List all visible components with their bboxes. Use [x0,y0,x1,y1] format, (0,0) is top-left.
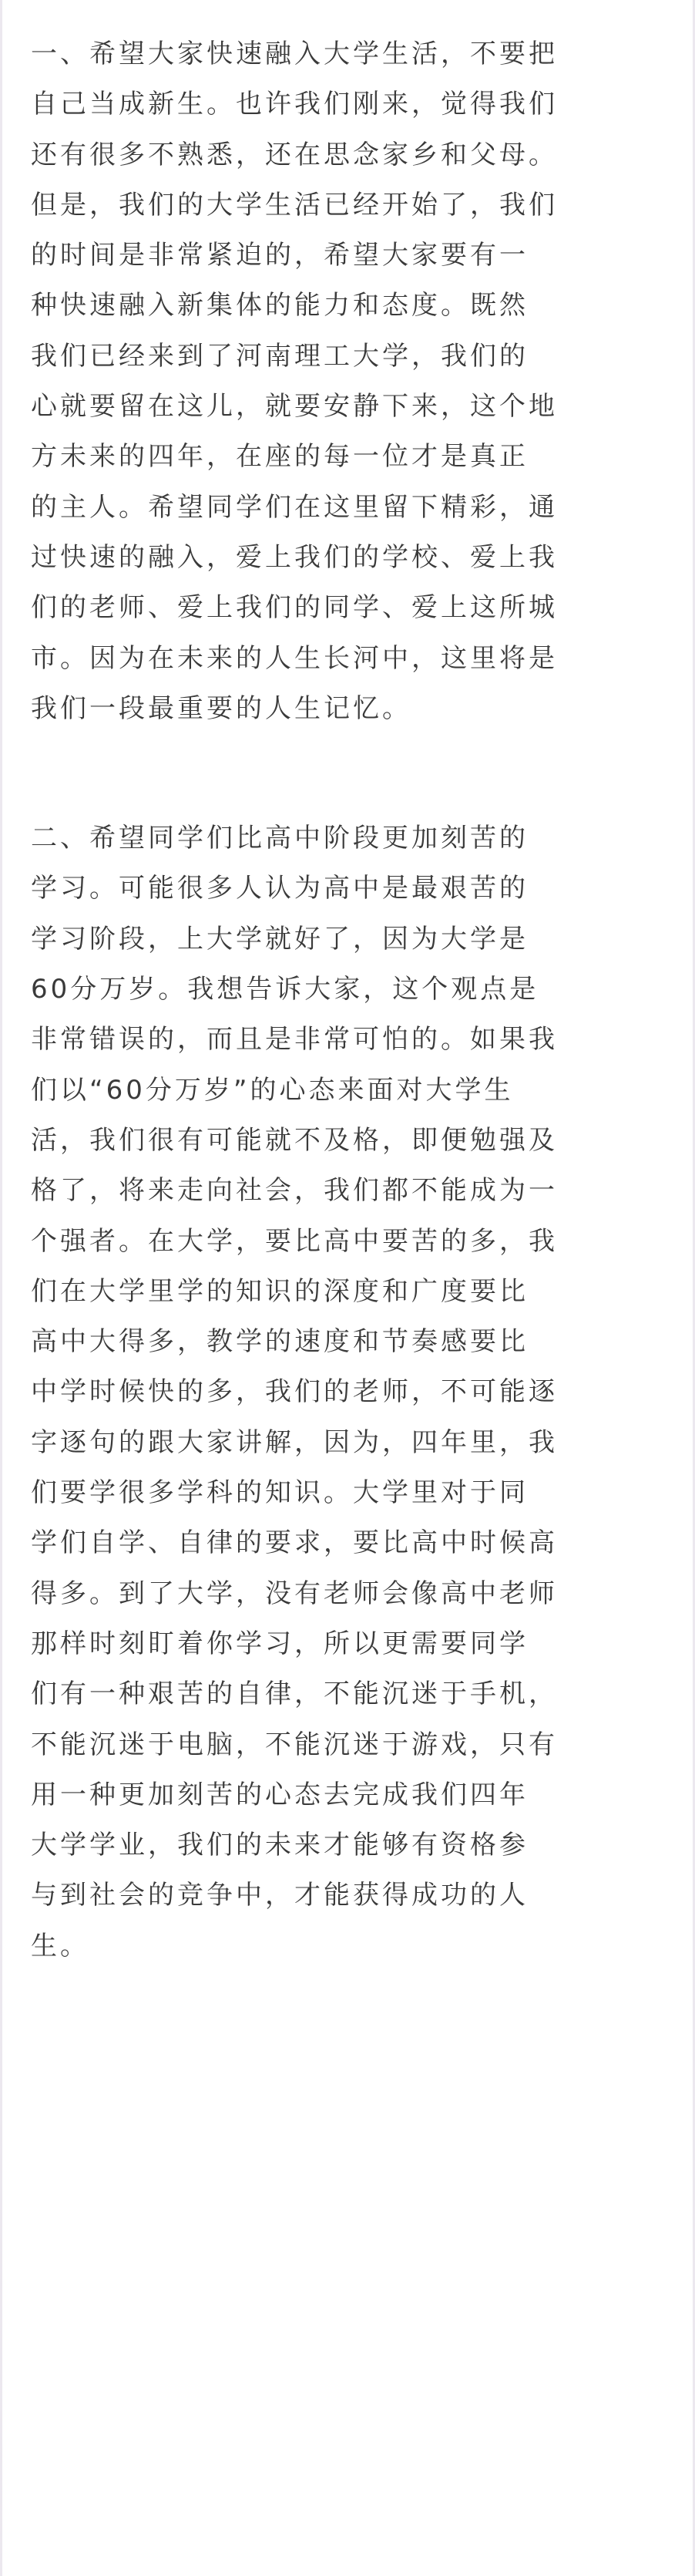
text-line: 二、希望同学们比高中阶段更加刻苦的 [31,823,529,854]
text-line: 但是，我们的大学生活已经开始了，我们 [31,189,558,221]
text-line: 学习阶段，上大学就好了，因为大学是 [31,923,529,955]
text-line: 格了，将来走向社会，我们都不能成为一 [31,1175,558,1207]
text-line: 我们一段最重要的人生记忆。 [31,692,411,724]
text-line: 们有一种艰苦的自律，不能沉迷于手机， [31,1679,558,1710]
article-body [31,0,664,1972]
text-line: 的时间是非常紧迫的，希望大家要有一 [31,240,529,271]
text-line: 不能沉迷于电脑，不能沉迷于游戏，只有 [31,1729,558,1760]
text-line: 大学学业，我们的未来才能够有资格参 [31,1830,529,1861]
text-line: 的主人。希望同学们在这里留下精彩，通 [31,491,558,523]
text-line: 过快速的融入，爱上我们的学校、爱上我 [31,541,558,573]
text-line: 用一种更加刻苦的心态去完成我们四年 [31,1779,529,1810]
text-line: 那样时刻盯着你学习，所以更需要同学 [31,1628,529,1659]
text-line: 高中大得多，教学的速度和节奏感要比 [31,1326,529,1358]
text-line: 们的老师、爱上我们的同学、爱上这所城 [31,592,558,624]
text-line: 一、希望大家快速融入大学生活，不要把 [31,39,558,69]
paragraph-spacer [31,734,664,813]
text-line: 生。 [31,1930,89,1961]
text-line: 与到社会的竞争中，才能获得成功的人 [31,1880,529,1911]
text-line: 市。因为在未来的人生长河中，这里将是 [31,642,558,674]
paragraph-2 [31,813,664,1972]
text-line: 们以“60分万岁”的心态来面对大学生 [31,1074,514,1106]
paragraph-1 [31,29,664,734]
text-line: 字逐句的跟大家讲解，因为，四年里，我 [31,1426,558,1458]
text-line: 们在大学里学的知识的深度和广度要比 [31,1275,529,1307]
text-line: 我们已经来到了河南理工大学，我们的 [31,340,529,372]
text-line: 方未来的四年，在座的每一位才是真正 [31,441,529,473]
text-line: 得多。到了大学，没有老师会像高中老师 [31,1578,558,1609]
left-border-line [0,0,2,2576]
text-line: 活，我们很有可能就不及格，即便勉强及 [31,1124,558,1156]
text-line: 还有很多不熟悉，还在思念家乡和父母。 [31,139,558,170]
text-line: 学习。可能很多人认为高中是最艰苦的 [31,873,529,904]
text-line: 学们自学、自律的要求，要比高中时候高 [31,1527,558,1559]
text-line: 中学时候快的多，我们的老师，不可能逐 [31,1376,558,1408]
text-line: 心就要留在这儿，就要安静下来，这个地 [31,391,558,423]
text-line: 个强者。在大学，要比高中要苦的多，我 [31,1225,558,1257]
text-line: 们要学很多学科的知识。大学里对于同 [31,1477,529,1509]
text-line: 非常错误的，而且是非常可怕的。如果我 [31,1024,558,1056]
text-line: 自己当成新生。也许我们刚来，觉得我们 [31,89,558,120]
text-line: 种快速融入新集体的能力和态度。既然 [31,290,529,322]
text-line: 60分万岁。我想告诉大家，这个观点是 [31,974,539,1005]
